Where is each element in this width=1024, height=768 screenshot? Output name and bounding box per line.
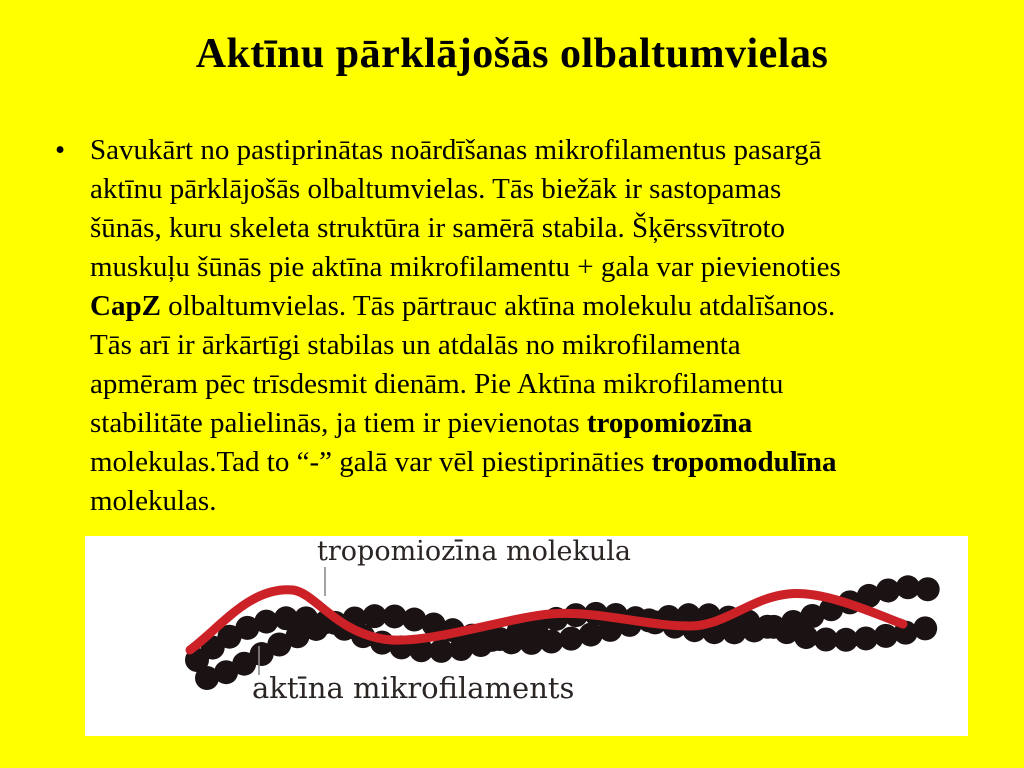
- body-line: Savukārt no pastiprinātas noārdīšanas mikrofilamentus pasargā: [90, 134, 822, 166]
- body-line: muskuļu šūnās pie aktīna mikrofilamentu + gala var pievienoties: [90, 251, 841, 283]
- body-line: Tās arī ir ārkārtīgi stabilas un atdalās no mikrofilamenta: [90, 329, 741, 361]
- body-line: šūnās, kuru skeleta struktūra ir samērā stabila. Šķērssvītroto: [90, 212, 786, 244]
- body-line: molekulas.: [90, 485, 217, 517]
- body-paragraph: [90, 131, 995, 521]
- filament-diagram: [85, 536, 968, 736]
- bullet-marker: •: [55, 134, 66, 166]
- body-line: aktīnu pārklājošās olbaltumvielas. Tās biežāk ir sastopamas: [90, 173, 782, 205]
- body-line: CapZ olbaltumvielas. Tās pārtrauc aktīna molekulu atdalīšanos.: [90, 290, 836, 322]
- body-line: apmēram pēc trīsdesmit dienām. Pie Aktīna mikrofilamentu: [90, 368, 784, 400]
- body-line: stabilitāte palielinās, ja tiem ir pievienotas tropomiozīna: [90, 407, 753, 439]
- actin-label: aktīna mikrofilaments: [252, 671, 575, 705]
- body-line: molekulas.Tad to “-” galā var vēl piestiprināties tropomodulīna: [90, 446, 837, 478]
- filament-figure: [85, 536, 968, 736]
- page-title: Aktīnu pārklājošās olbaltumvielas: [195, 31, 829, 77]
- tropomyosin-label: tropomiozīna molekula: [317, 536, 631, 567]
